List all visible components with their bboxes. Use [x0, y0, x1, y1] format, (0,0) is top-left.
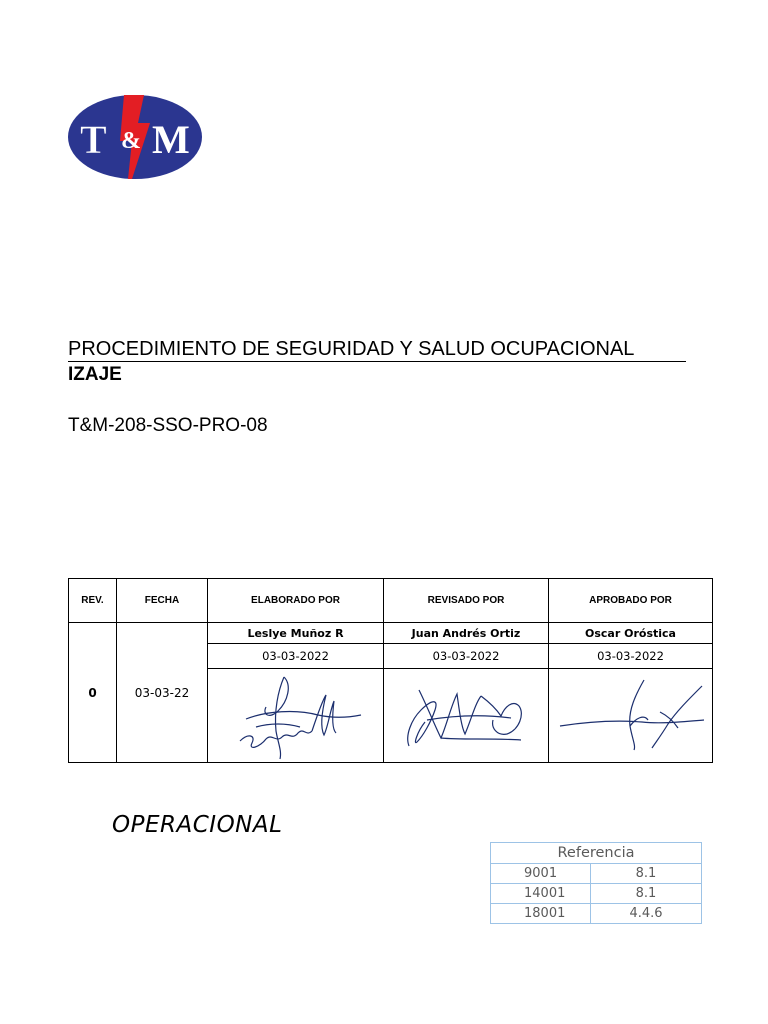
reference-clause: 8.1 — [591, 864, 702, 884]
company-logo — [66, 93, 204, 181]
reference-row — [491, 904, 702, 924]
revisado-name: Juan Andrés Ortiz — [384, 623, 549, 644]
elaborado-date: 03-03-2022 — [208, 644, 384, 669]
aprobado-name: Oscar Oróstica — [549, 623, 713, 644]
reference-row — [491, 884, 702, 904]
header-rev: REV. — [69, 579, 117, 623]
reference-header: Referencia — [491, 843, 702, 864]
reference-clause: 4.4.6 — [591, 904, 702, 924]
revision-table — [68, 578, 713, 763]
reference-standard: 9001 — [491, 864, 591, 884]
svg-text:M: M — [152, 117, 190, 162]
procedure-name: IZAJE — [68, 364, 122, 385]
rev-number: 0 — [69, 623, 117, 763]
header-aprobado: APROBADO POR — [549, 579, 713, 623]
elaborado-signature — [208, 669, 384, 763]
header-revisado: REVISADO POR — [384, 579, 549, 623]
signer-names-row — [69, 623, 713, 644]
elaborado-name: Leslye Muñoz R — [208, 623, 384, 644]
document-code: T&M-208-SSO-PRO-08 — [68, 415, 268, 436]
reference-clause: 8.1 — [591, 884, 702, 904]
revisado-date: 03-03-2022 — [384, 644, 549, 669]
header-elaborado: ELABORADO POR — [208, 579, 384, 623]
reference-standard: 18001 — [491, 904, 591, 924]
svg-text:T: T — [80, 117, 107, 162]
reference-header-row — [491, 843, 702, 864]
classification-label: OPERACIONAL — [112, 812, 283, 838]
svg-text:&: & — [121, 128, 141, 154]
reference-row — [491, 864, 702, 884]
revision-table-header-row — [69, 579, 713, 623]
header-fecha: FECHA — [117, 579, 208, 623]
rev-date: 03-03-22 — [117, 623, 208, 763]
procedure-title: PROCEDIMIENTO DE SEGURIDAD Y SALUD OCUPACIONAL — [68, 337, 686, 362]
aprobado-date: 03-03-2022 — [549, 644, 713, 669]
reference-standard: 14001 — [491, 884, 591, 904]
revisado-signature — [384, 669, 549, 763]
reference-table — [490, 842, 702, 924]
aprobado-signature — [549, 669, 713, 763]
